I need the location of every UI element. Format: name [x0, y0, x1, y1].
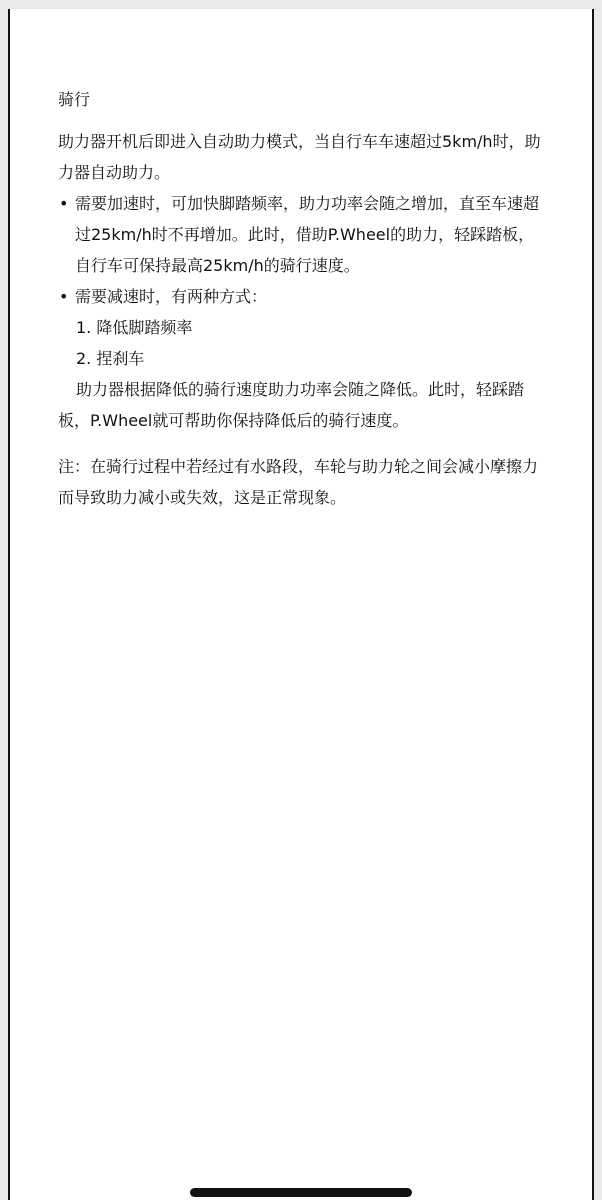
- list-item-accelerate: [58, 188, 548, 281]
- list-item-text: 需要减速时，有两种方式：: [75, 287, 268, 306]
- method-item-1: 1. 降低脚踏频率: [76, 318, 193, 337]
- result-paragraph: 助力器根据降低的骑行速度助力功率会随之降低。此时，轻踩踏板，P.Wheel就可帮助你保持降低后的骑行速度。: [58, 380, 525, 430]
- intro-paragraph: 助力器开机后即进入自动助力模式，当自行车车速超过5km/h时，助力器自动助力。: [58, 132, 541, 182]
- bullet-marker: •: [59, 194, 69, 213]
- article-content: [58, 89, 548, 513]
- method-item-2: 2. 捏刹车: [76, 349, 145, 368]
- list-item-decelerate: [58, 281, 548, 312]
- bullet-marker: •: [59, 287, 69, 306]
- note-paragraph: 注：在骑行过程中若经过有水路段，车轮与助力轮之间会减小摩擦力而导致助力减小或失效，这是正常现象。: [58, 457, 539, 507]
- page-title: 骑行: [58, 90, 91, 109]
- screen: [8, 9, 594, 1200]
- home-indicator[interactable]: [190, 1188, 412, 1197]
- list-item-text: 需要加速时，可加快脚踏频率，助力功率会随之增加，直至车速超过25km/h时不再增加。此时，借助P.Wheel的助力，轻踩踏板，自行车可保持最高25km/h的骑行速度。: [75, 194, 540, 275]
